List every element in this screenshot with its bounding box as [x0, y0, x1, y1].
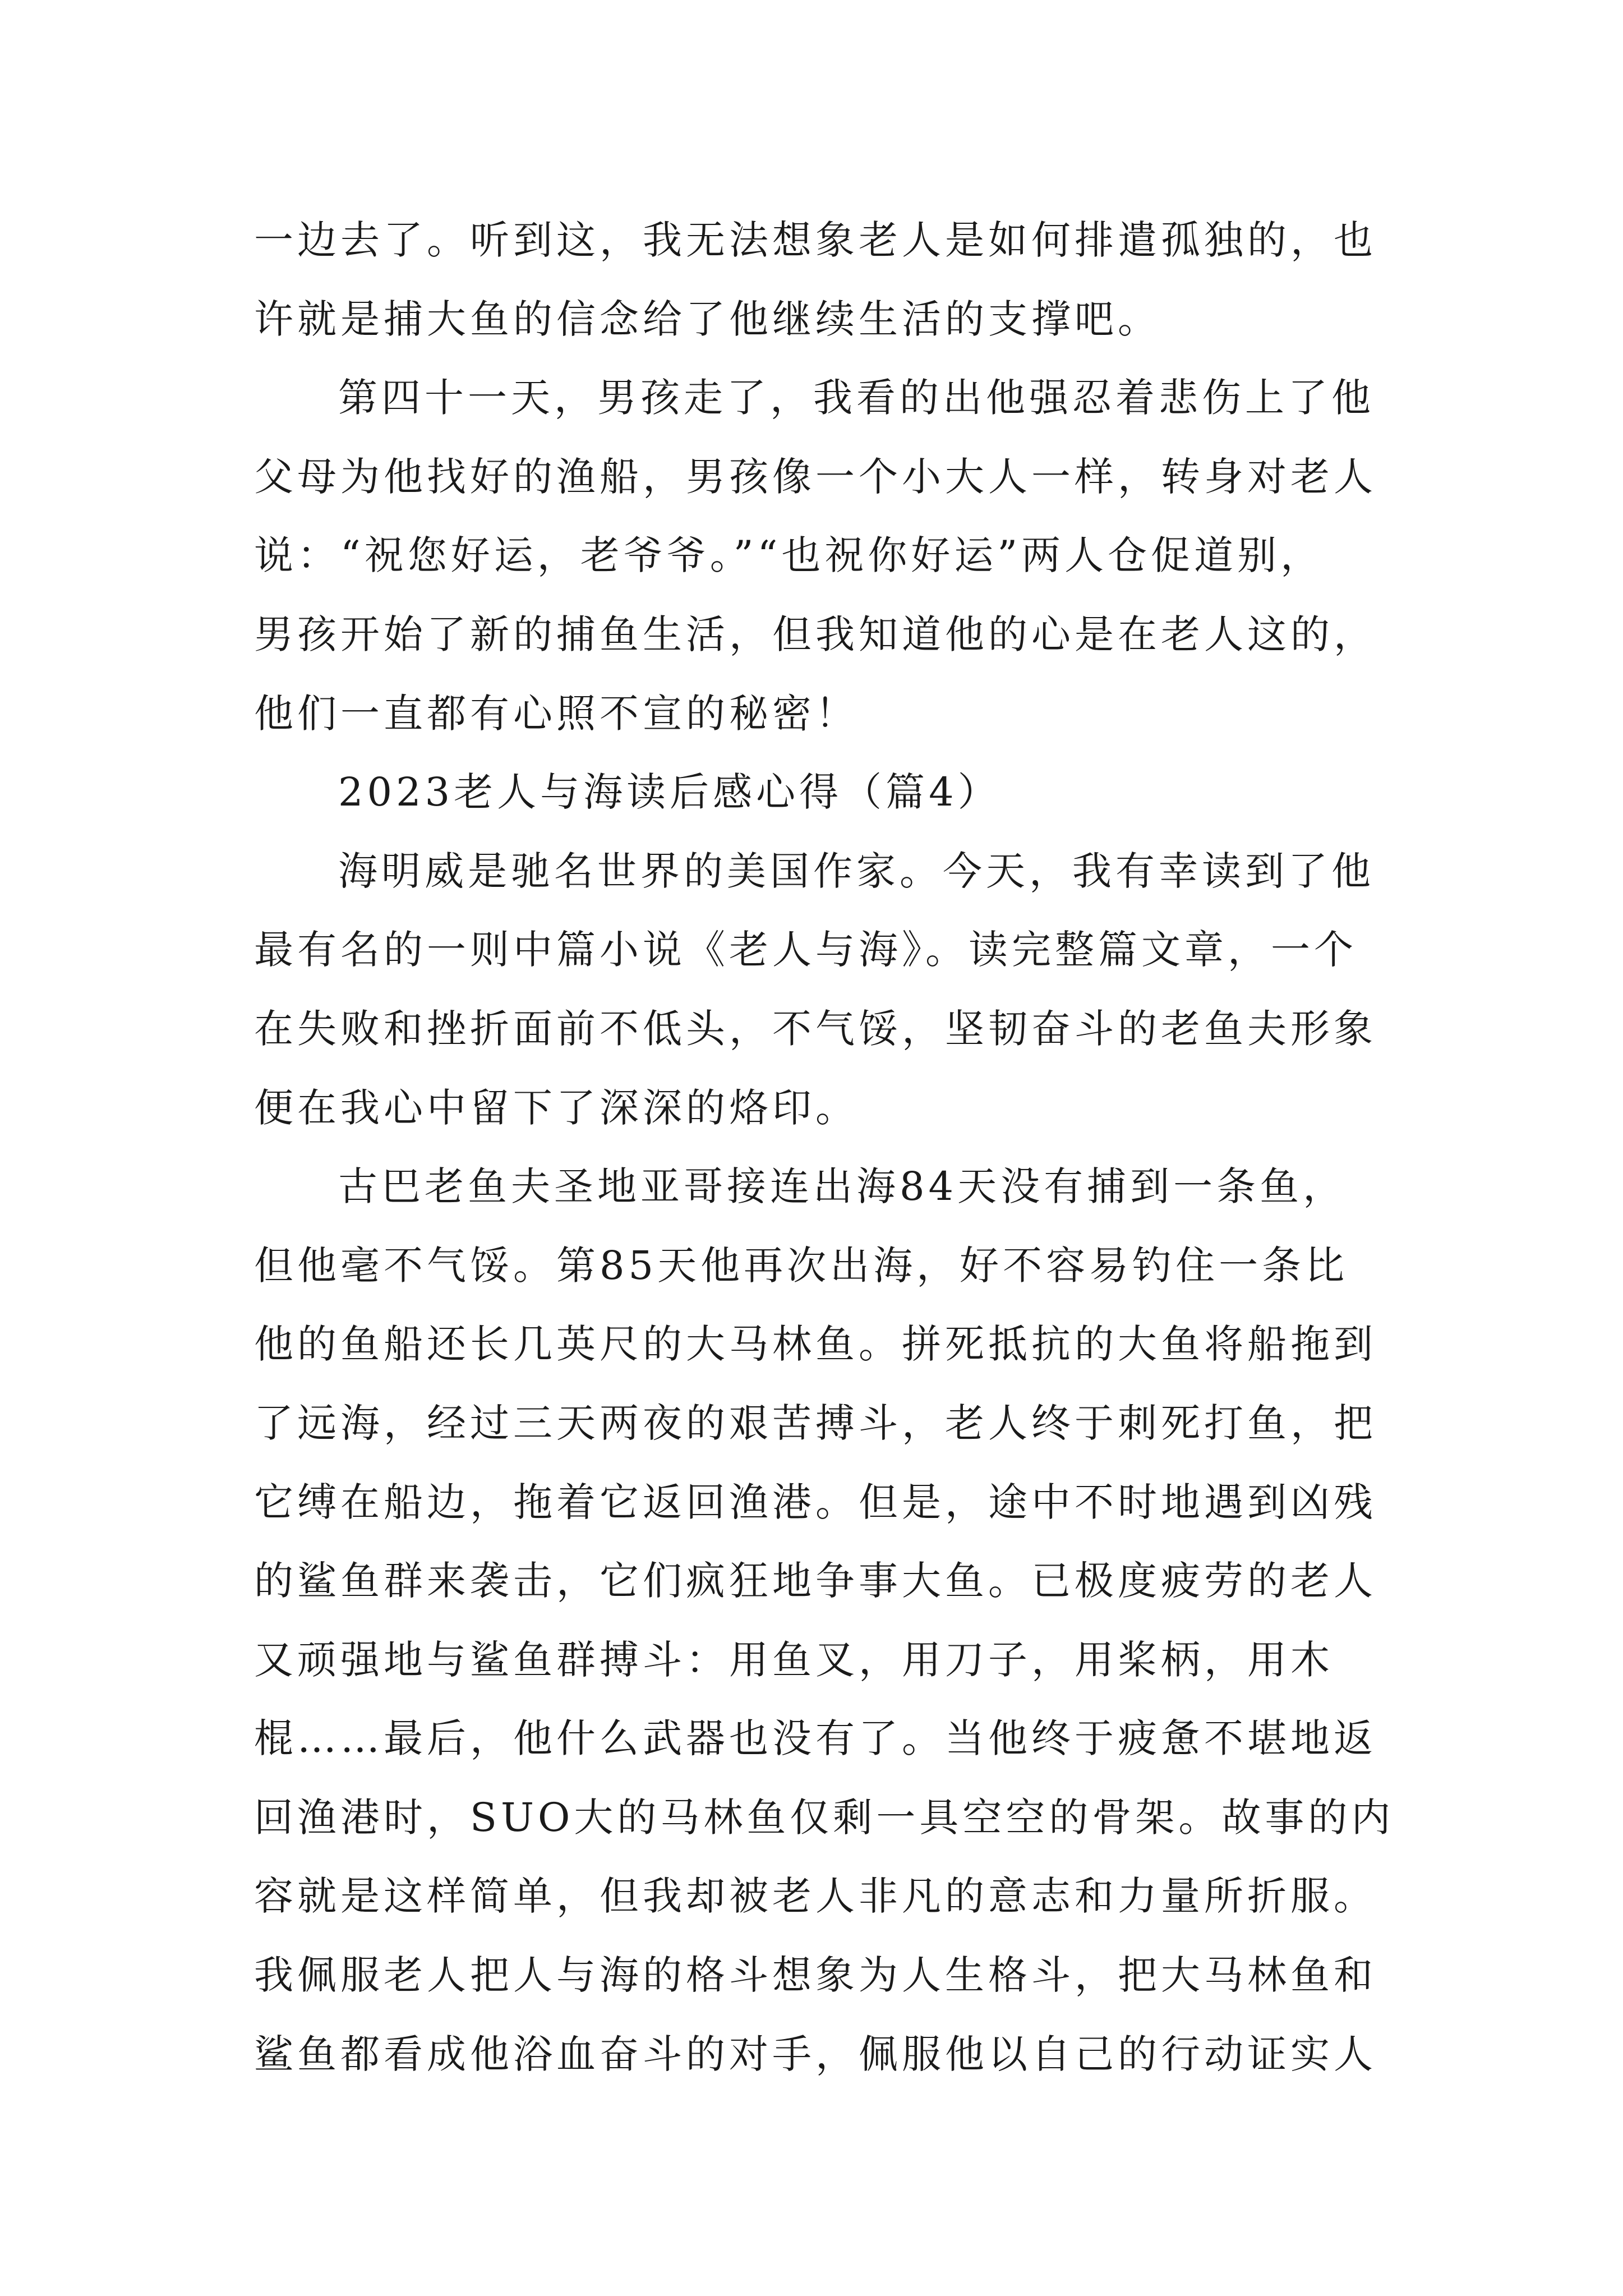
text-line: 它缚在船边，拖着它返回渔港。但是，途中不时地遇到凶残 [254, 1479, 1377, 1525]
text-line: 说：“祝您好运，老爷爷。”“也祝你好运”两人仓促道别， [254, 532, 1324, 579]
text-line: 古巴老鱼夫圣地亚哥接连出海84天没有捕到一条鱼， [338, 1163, 1347, 1210]
text-line: 父母为他找好的渔船，男孩像一个小大人一样，转身对老人 [254, 453, 1377, 500]
text-line: 便在我心中留下了深深的烙印。 [254, 1084, 859, 1131]
text-line: 男孩开始了新的捕鱼生活，但我知道他的心是在老人这的， [254, 611, 1377, 657]
text-line: 第四十一天，男孩走了，我看的出他强忍着悲伤上了他 [338, 375, 1375, 421]
body-text [254, 201, 1404, 2093]
text-line: 的鲨鱼群来袭击，它们疯狂地争事大鱼。已极度疲劳的老人 [254, 1558, 1377, 1604]
section-heading: 2023老人与海读后感心得（篇4） [338, 769, 1001, 816]
text-line: 在失败和挫折面前不低头，不气馁，坚韧奋斗的老鱼夫形象 [254, 1005, 1377, 1052]
text-line: 但他毫不气馁。第85天他再次出海，好不容易钓住一条比 [254, 1242, 1349, 1289]
text-line: 回渔港时，SUO大的马林鱼仅剩一具空空的骨架。故事的内 [254, 1794, 1395, 1841]
text-line: 一边去了。听到这，我无法想象老人是如何排遣孤独的，也 [254, 217, 1377, 263]
text-line: 他的鱼船还长几英尺的大马林鱼。拼死抵抗的大鱼将船拖到 [254, 1321, 1377, 1368]
text-line: 许就是捕大鱼的信念给了他继续生活的支撑吧。 [254, 296, 1161, 342]
text-line: 了远海，经过三天两夜的艰苦搏斗，老人终于刺死打鱼，把 [254, 1400, 1377, 1446]
text-line: 又顽强地与鲨鱼群搏斗：用鱼叉，用刀子，用桨柄，用木 [254, 1636, 1334, 1683]
text-line: 容就是这样简单，但我却被老人非凡的意志和力量所折服。 [254, 1873, 1377, 1920]
text-line: 海明威是驰名世界的美国作家。今天，我有幸读到了他 [338, 848, 1375, 894]
text-line: 最有名的一则中篇小说《老人与海》。读完整篇文章，一个 [254, 927, 1357, 973]
text-line: 棍……最后，他什么武器也没有了。当他终于疲惫不堪地返 [254, 1715, 1377, 1762]
text-line: 他们一直都有心照不宣的秘密！ [254, 690, 859, 737]
text-line: 鲨鱼都看成他浴血奋斗的对手，佩服他以自己的行动证实人 [254, 2031, 1377, 2077]
text-line: 我佩服老人把人与海的格斗想象为人生格斗，把大马林鱼和 [254, 1952, 1377, 1999]
